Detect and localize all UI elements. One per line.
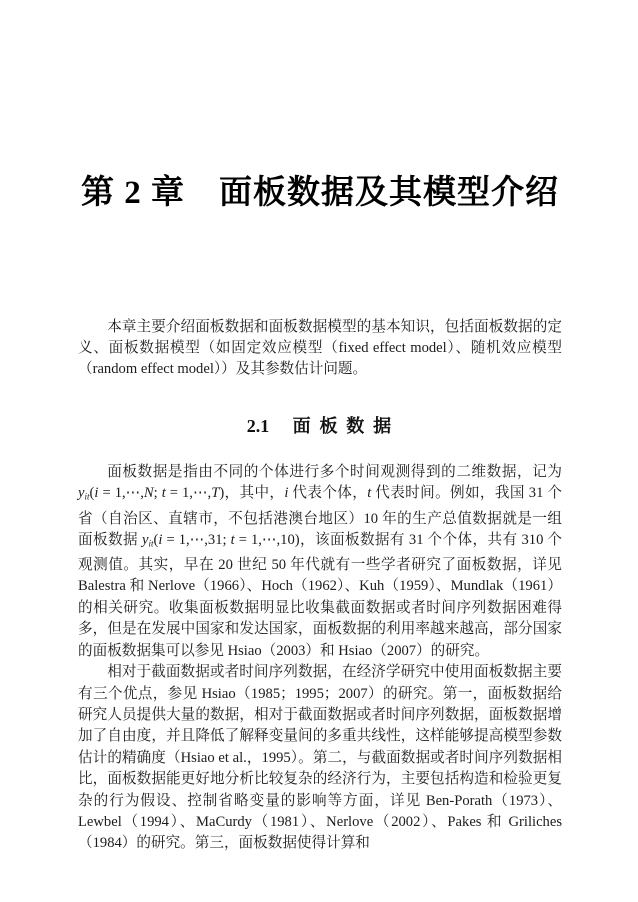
math-run: y (78, 485, 85, 502)
text-run: ，其中， (224, 485, 285, 502)
math-run: t (161, 485, 166, 502)
math-run: i (284, 485, 289, 502)
math-run: = 1,⋯,10) (234, 531, 300, 548)
math-run: ; (153, 485, 162, 502)
math-run: t (367, 485, 372, 502)
math-run: N (143, 485, 154, 502)
math-run: = 1,⋯,31; (162, 531, 231, 548)
text-run: 代表个体， (288, 485, 368, 502)
math-run: ) (219, 485, 225, 502)
text-run: 相对于截面数据或者时间序列数据，在经济学研究中使用面板数据主要有三个优点，参见 Hsiao（1985；1995；2007）的研究。第一，面板数据给研究人员提供大量的数据，相对于截面数据或者时间序列数据，面板数据增加了自由度，并且降低了解释变量间的多重共线性，这样能够提高模型参数估计的精确度（Hsiao et al.，1995）。第二，与截面数据或者时间序列数据相比，面板数据能更好地分析比较复杂的经济行为，主要包括构造和检验更复杂的行为假设、控制省略变量的影响等方面，详见 Ben-Porath（1973）、Lewbel（1994）、MaCurdy（1981）、Nerlove（2002）、Pakes 和 Griliches（1984）的研究。第三，面板数据使得计算和 (78, 664, 562, 852)
text-run: 代表时间。例如，我国 31 个省（自治区、直辖市，不包括港澳台地区）10 年的生产总值数据就是一组面板数据 (78, 485, 562, 548)
section-number: 2.1 (246, 415, 270, 436)
text-run: ，该面板数据有 31 个个体，共有 310 个观测值。其实，早在 20 世纪 50 年代就有一些学者研究了面板数据，详见 Balestra 和 Nerlove（1966）、Hoch（1962）、Kuh（1959）、Mundlak（1961）的相关研究。收集面板数据明显比收集截面数据或者时间序列数据困难得多，但是在发展中国家和发达国家，面板数据的利用率越来越高，部分国家的面板数据集可以参见 Hsiao（2003）和 Hsiao（2007）的研究。 (78, 531, 562, 659)
chapter-title: 第 2 章 面板数据及其模型介绍 (81, 175, 559, 211)
math-run: t (230, 531, 235, 548)
math-run: i (158, 531, 163, 548)
intro-paragraph: 本章主要介绍面板数据和面板数据模型的基本知识，包括面板数据的定义、面板数据模型（如固定效应模型（fixed effect model）、随机效应模型（random effect model））及其参数估计问题。 (78, 318, 562, 378)
section-heading (78, 414, 562, 439)
body-paragraph-2 (78, 662, 562, 855)
math-run: y (141, 531, 149, 548)
math-run: it (84, 492, 90, 503)
math-run: it (148, 538, 154, 549)
body-paragraph-1 (78, 462, 562, 662)
math-run: ( (89, 485, 95, 502)
math-run: ( (153, 531, 159, 548)
text-run: 面板数据是指由不同的个体进行多个时间观测得到的二维数据，记为 (107, 464, 562, 481)
body-text (78, 462, 562, 855)
math-run: i (94, 485, 99, 502)
math-run: = 1,⋯, (98, 485, 144, 502)
math-run: = 1,⋯, (165, 485, 212, 502)
math-run: T (211, 485, 220, 502)
section-title: 面 板 数 据 (292, 415, 394, 436)
